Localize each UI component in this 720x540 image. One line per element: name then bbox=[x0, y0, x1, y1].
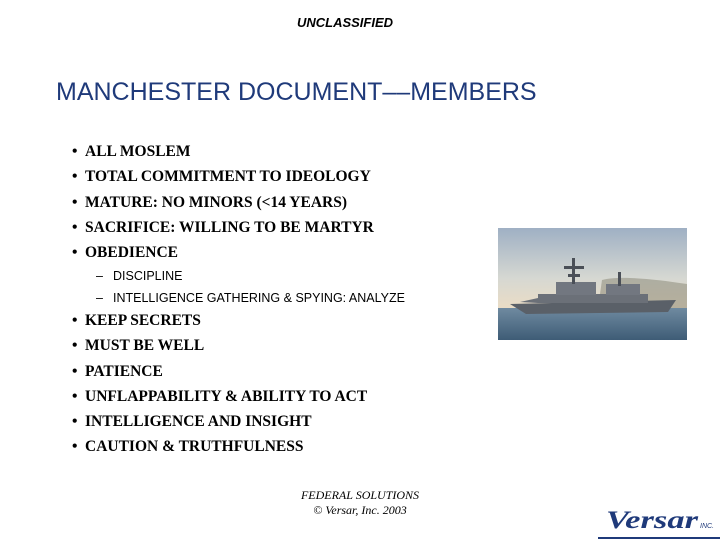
bullet-item: • PATIENCE bbox=[72, 359, 367, 384]
dash-icon: – bbox=[96, 291, 103, 305]
footer-copyright: © Versar, Inc. 2003 bbox=[313, 503, 407, 517]
bullet-icon: • bbox=[72, 438, 78, 456]
bullet-item: • TOTAL COMMITMENT TO IDEOLOGY bbox=[72, 164, 374, 189]
footer-company: FEDERAL SOLUTIONS bbox=[300, 488, 420, 502]
bullet-item: • UNFLAPPABILITY & ABILITY TO ACT bbox=[72, 384, 367, 409]
bullet-icon: • bbox=[72, 312, 78, 329]
bullet-icon: • bbox=[72, 337, 78, 355]
bullet-list-primary bbox=[72, 139, 374, 265]
classification-label: UNCLASSIFIED bbox=[296, 15, 394, 30]
sub-bullet-item: – INTELLIGENCE GATHERING & SPYING: ANALYZE bbox=[96, 287, 405, 309]
sub-bullet-list bbox=[96, 265, 405, 309]
versar-logo bbox=[606, 504, 718, 538]
svg-text:Versar: Versar bbox=[606, 507, 699, 534]
bullet-icon: • bbox=[72, 218, 78, 236]
bullet-icon: • bbox=[72, 244, 78, 262]
bullet-item: • SACRIFICE: WILLING TO BE MARTYR bbox=[72, 215, 374, 240]
bullet-item: • MUST BE WELL bbox=[72, 333, 367, 358]
bullet-item: • MATURE: NO MINORS (<14 YEARS) bbox=[72, 190, 374, 215]
bullet-icon: • bbox=[72, 168, 78, 186]
sub-bullet-item: – DISCIPLINE bbox=[96, 265, 405, 287]
bullet-item: • OBEDIENCE bbox=[72, 240, 374, 265]
footer bbox=[230, 488, 490, 518]
slide-title: MANCHESTER DOCUMENT––MEMBERS bbox=[56, 78, 537, 106]
bullet-item: • INTELLIGENCE AND INSIGHT bbox=[72, 409, 367, 434]
bullet-icon: • bbox=[72, 362, 78, 380]
bullet-icon: • bbox=[72, 143, 78, 160]
bullet-item: • ALL MOSLEM bbox=[72, 139, 374, 164]
ship-photo bbox=[498, 228, 687, 340]
logo-underline bbox=[598, 537, 720, 539]
bullet-icon: • bbox=[72, 387, 78, 405]
bullet-item: • KEEP SECRETS bbox=[72, 308, 367, 333]
bullet-icon: • bbox=[72, 413, 78, 431]
dash-icon: – bbox=[96, 269, 103, 283]
bullet-list-secondary bbox=[72, 308, 367, 460]
svg-text:INC.: INC. bbox=[700, 523, 714, 530]
bullet-item: • CAUTION & TRUTHFULNESS bbox=[72, 434, 367, 459]
bullet-icon: • bbox=[72, 193, 78, 211]
